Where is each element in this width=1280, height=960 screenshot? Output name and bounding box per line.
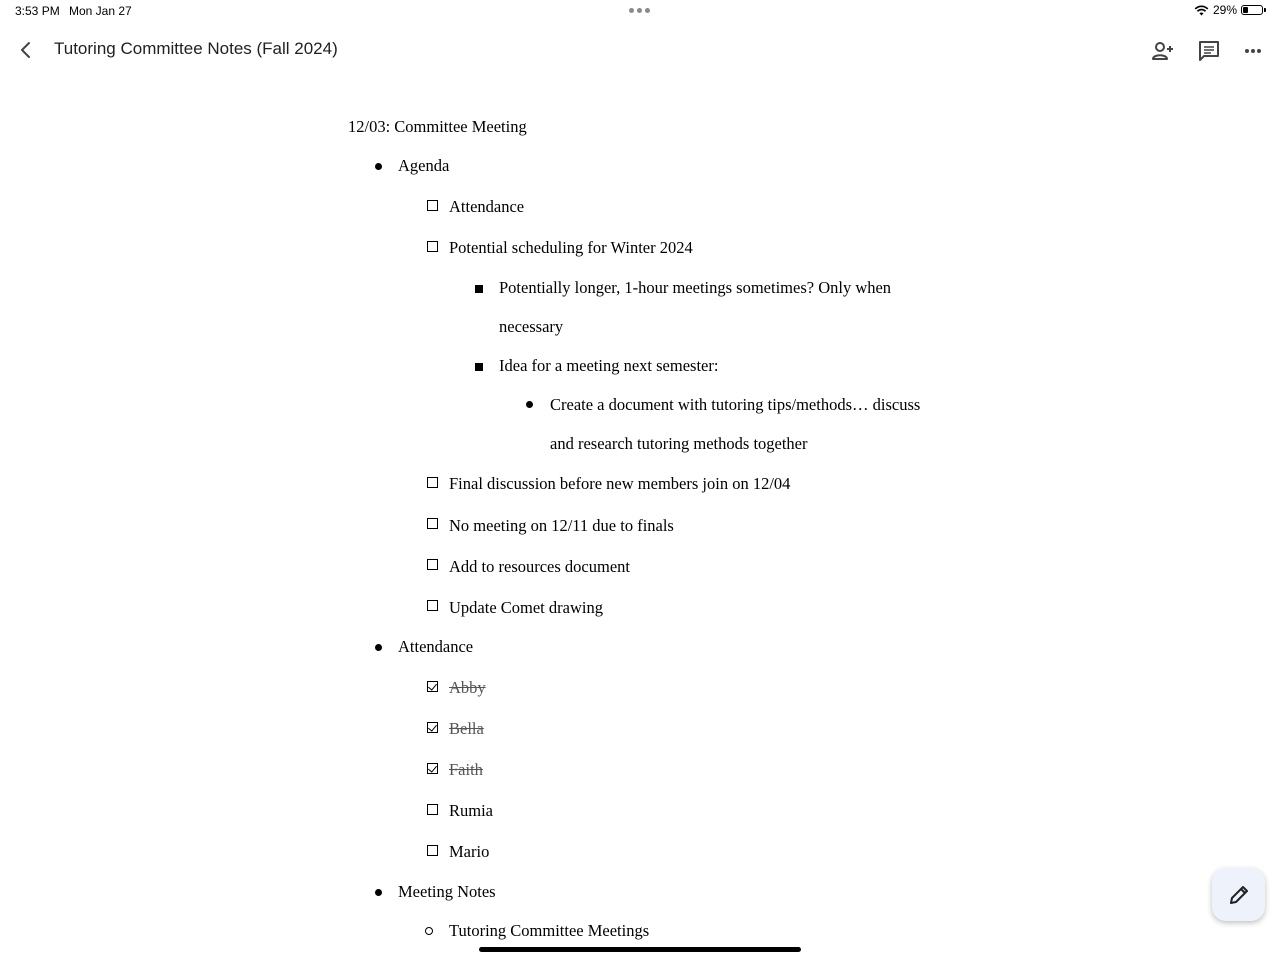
section-label-meeting-notes: Meeting Notes [398, 882, 496, 901]
checklist-item: Update Comet drawing [449, 598, 603, 617]
sub-bullet-text: Potentially longer, 1-hour meetings sometimes? Only when [499, 278, 892, 297]
attendee-name: Faith [449, 760, 483, 779]
nested-bullet-text: and research tutoring methods together [550, 434, 808, 453]
doc-title: Tutoring Committee Notes (Fall 2024) [54, 39, 338, 58]
nested-bullet-text: Create a document with tutoring tips/methods… discuss [550, 395, 921, 414]
status-time: 3:53 PM [15, 4, 60, 18]
doc-heading: 12/03: Committee Meeting [348, 117, 527, 136]
checklist-item: Add to resources document [449, 557, 630, 576]
checkbox-checked[interactable] [427, 681, 438, 692]
checklist-item: Attendance [449, 197, 525, 216]
checklist-item: No meeting on 12/11 due to finals [449, 516, 674, 535]
status-date: Mon Jan 27 [69, 4, 132, 18]
attendee-name: Rumia [449, 801, 493, 820]
attendee-name: Bella [449, 719, 484, 738]
checkbox[interactable] [427, 600, 438, 611]
section-label-agenda: Agenda [398, 156, 450, 175]
home-indicator[interactable] [479, 947, 801, 952]
bullet-dot [526, 401, 533, 408]
bullet-dot [375, 889, 382, 896]
checkbox[interactable] [427, 559, 438, 570]
checklist-item: Final discussion before new members join on 12/04 [449, 474, 791, 493]
checkbox[interactable] [427, 241, 438, 252]
checkbox-checked[interactable] [427, 722, 438, 733]
bullet-circle [425, 927, 433, 935]
checklist-item: Potential scheduling for Winter 2024 [449, 238, 693, 257]
checkbox[interactable] [427, 200, 438, 211]
attendee-name: Abby [449, 678, 486, 697]
bullet-dot [375, 163, 382, 170]
checkbox[interactable] [427, 477, 438, 488]
attendee-name: Mario [449, 842, 490, 861]
bullet-dot [375, 644, 382, 651]
sub-bullet-text: necessary [499, 317, 564, 336]
edit-button[interactable] [1212, 868, 1265, 921]
checkbox[interactable] [427, 804, 438, 815]
checkbox[interactable] [427, 845, 438, 856]
bullet-square [475, 285, 483, 293]
bullet-square [475, 363, 483, 371]
sub-bullet-text: Tutoring Committee Meetings [449, 921, 650, 940]
section-label-attendance: Attendance [398, 637, 474, 656]
sub-bullet-text: Idea for a meeting next semester: [499, 356, 719, 375]
pencil-edit-icon [1228, 884, 1250, 906]
checkbox-checked[interactable] [427, 763, 438, 774]
checkbox[interactable] [427, 518, 438, 529]
battery-percent: 29% [1212, 3, 1237, 17]
